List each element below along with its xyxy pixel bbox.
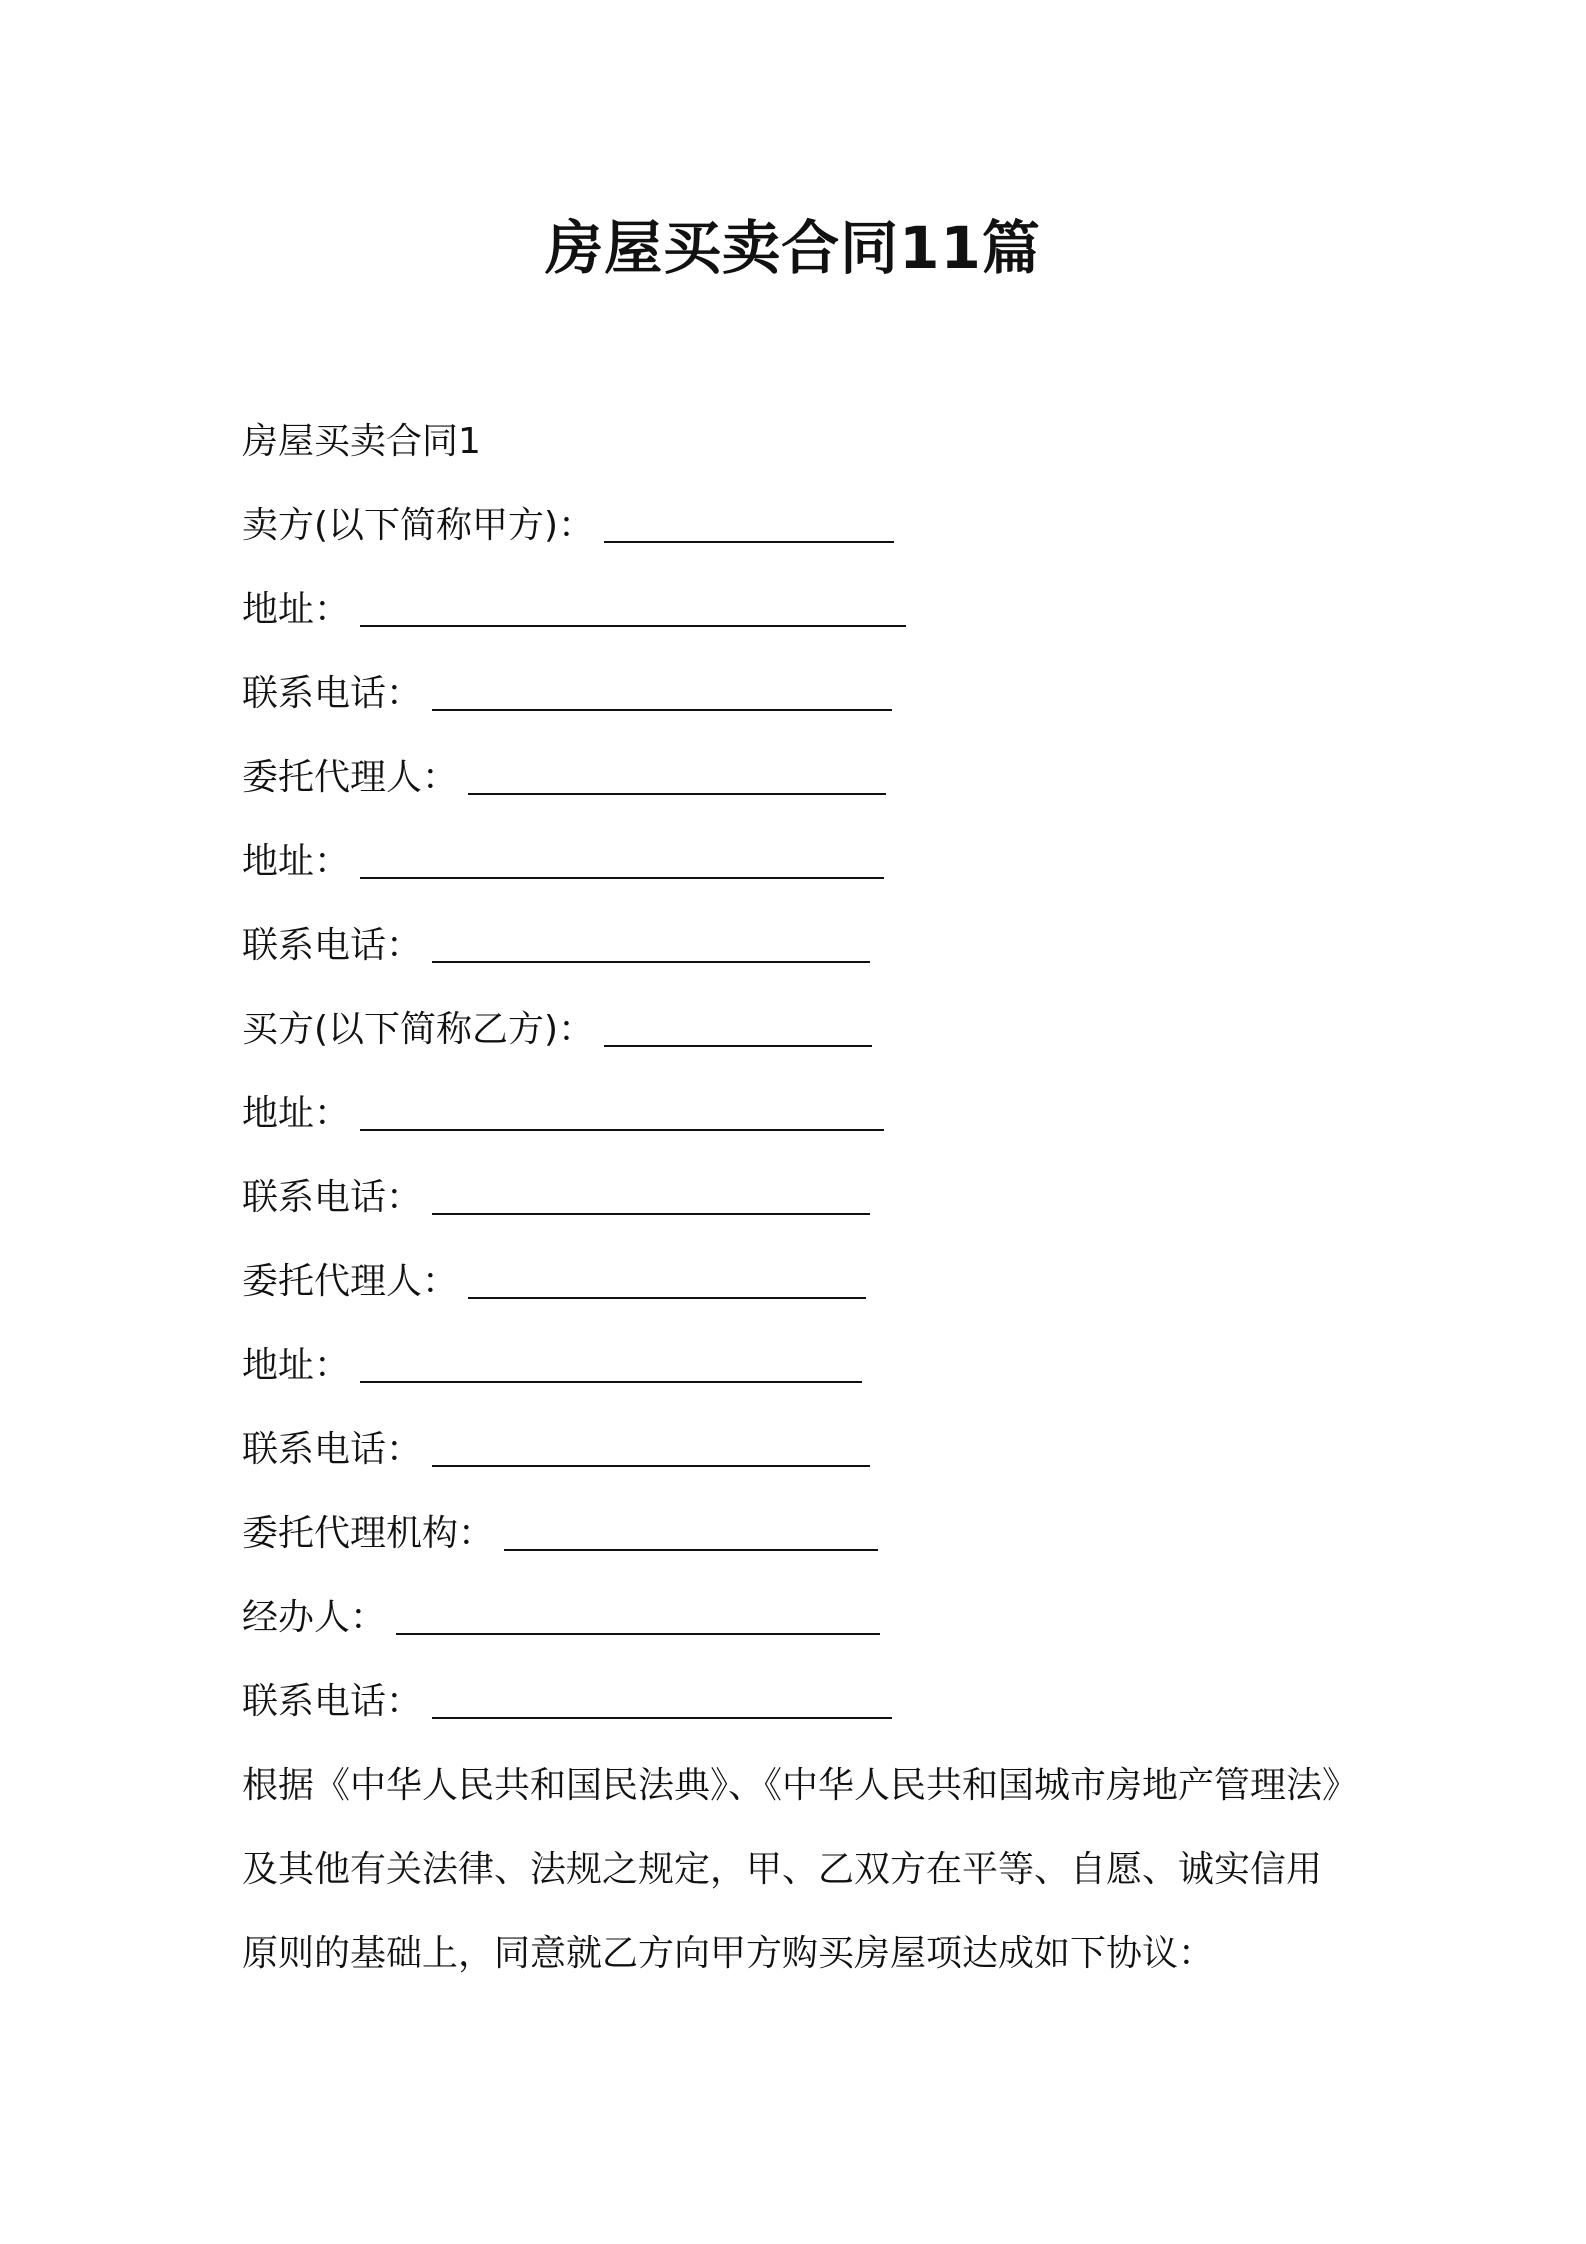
- document-title: 房屋买卖合同11篇: [545, 214, 1041, 282]
- paragraph-line: 原则的基础上，同意就乙方向甲方购买房屋项达成如下协议：: [242, 1933, 1215, 1974]
- field-seller-agent: [242, 736, 1372, 820]
- field-seller-phone: [242, 652, 1372, 736]
- document-body: [242, 400, 1372, 1996]
- field-buyer-agent: [242, 1240, 1372, 1324]
- field-label: 经办人：: [242, 1597, 387, 1638]
- field-seller-address: [242, 568, 1372, 652]
- field-label: 联系电话：: [242, 1429, 423, 1470]
- section-heading-text: 房屋买卖合同1: [242, 421, 481, 462]
- field-label: 联系电话：: [242, 1681, 423, 1722]
- field-label: 地址：: [242, 1093, 351, 1134]
- fill-blank: [432, 1465, 870, 1467]
- fill-blank: [432, 1717, 892, 1719]
- field-label: 委托代理机构：: [242, 1513, 495, 1554]
- preamble-paragraph: [242, 1744, 1372, 1996]
- paragraph-line: 根据《中华人民共和国民法典》、《中华人民共和国城市房地产管理法》: [242, 1765, 1359, 1806]
- field-buyer-agent-address: [242, 1324, 1372, 1408]
- section-heading: [242, 400, 1372, 484]
- fill-blank: [396, 1633, 880, 1635]
- fill-blank: [432, 1213, 870, 1215]
- fill-blank: [468, 1297, 866, 1299]
- field-label: 联系电话：: [242, 925, 423, 966]
- field-label: 委托代理人：: [242, 1261, 459, 1302]
- field-handler-phone: [242, 1660, 1372, 1744]
- field-buyer-phone: [242, 1156, 1372, 1240]
- field-buyer: [242, 988, 1372, 1072]
- field-label: 委托代理人：: [242, 757, 459, 798]
- fill-blank: [432, 961, 870, 963]
- fill-blank: [468, 793, 886, 795]
- field-buyer-agent-phone: [242, 1408, 1372, 1492]
- field-seller-agent-phone: [242, 904, 1372, 988]
- fill-blank: [604, 541, 894, 543]
- field-buyer-address: [242, 1072, 1372, 1156]
- fill-blank: [360, 1381, 862, 1383]
- field-label: 联系电话：: [242, 673, 423, 714]
- field-handler: [242, 1576, 1372, 1660]
- field-seller-agent-address: [242, 820, 1372, 904]
- fill-blank: [432, 709, 892, 711]
- fill-blank: [360, 1129, 884, 1131]
- fill-blank: [360, 877, 884, 879]
- field-label: 卖方(以下简称甲方)：: [242, 505, 595, 546]
- field-label: 联系电话：: [242, 1177, 423, 1218]
- fill-blank: [360, 625, 906, 627]
- field-agency: [242, 1492, 1372, 1576]
- fill-blank: [604, 1045, 872, 1047]
- field-label: 地址：: [242, 1345, 351, 1386]
- field-label: 买方(以下简称乙方)：: [242, 1009, 595, 1050]
- field-seller: [242, 484, 1372, 568]
- paragraph-line: 及其他有关法律、法规之规定，甲、乙双方在平等、自愿、诚实信用: [242, 1849, 1323, 1890]
- fill-blank: [504, 1549, 878, 1551]
- field-label: 地址：: [242, 589, 351, 630]
- field-label: 地址：: [242, 841, 351, 882]
